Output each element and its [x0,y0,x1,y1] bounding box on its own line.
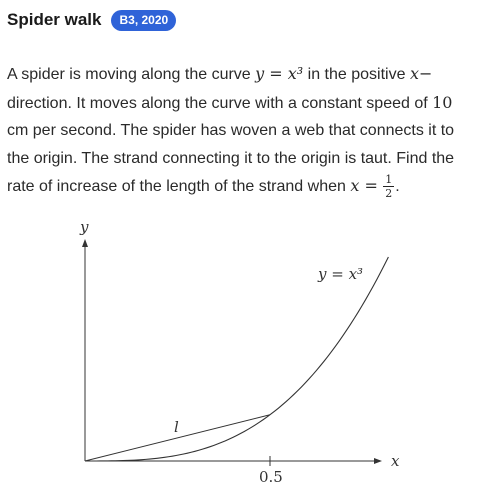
x-tick-label: 0.5 [259,468,283,486]
problem-title: Spider walk [7,10,102,29]
equation-curve: y = x³ [255,64,304,83]
y-axis-arrow-icon [82,239,88,247]
fraction-one-half [383,174,394,199]
fraction-numerator: 1 [385,173,393,187]
equation-x-direction: x− [409,64,433,83]
spider-curve-figure [0,210,479,501]
source-badge: B3, 2020 [111,10,176,31]
statement-text-2: in the positive [303,66,410,83]
fraction-denominator: 2 [385,187,393,201]
strand-label: l [174,418,179,436]
statement-text-1: A spider is moving along the curve [7,66,256,83]
curve-label: y = x³ [318,265,364,283]
curve-y-equals-x-cubed [85,257,388,461]
x-axis-label: x [391,452,400,470]
statement-text-3: direction. It moves along the curve with a constant speed of [7,94,433,112]
speed-value: 10 [432,92,453,112]
problem-header [7,6,176,34]
statement-text-5: . [395,178,400,195]
equation-x-equals: x = [350,176,378,195]
x-axis-arrow-icon [374,458,382,464]
y-axis-label: y [80,218,89,236]
statement-text-4: cm per second. The spider has woven a web that connects it to the origin. The strand connecting it to the origin is taut. Find the rate of increase of the length of the strand when [7,122,455,195]
problem-statement [7,60,472,201]
